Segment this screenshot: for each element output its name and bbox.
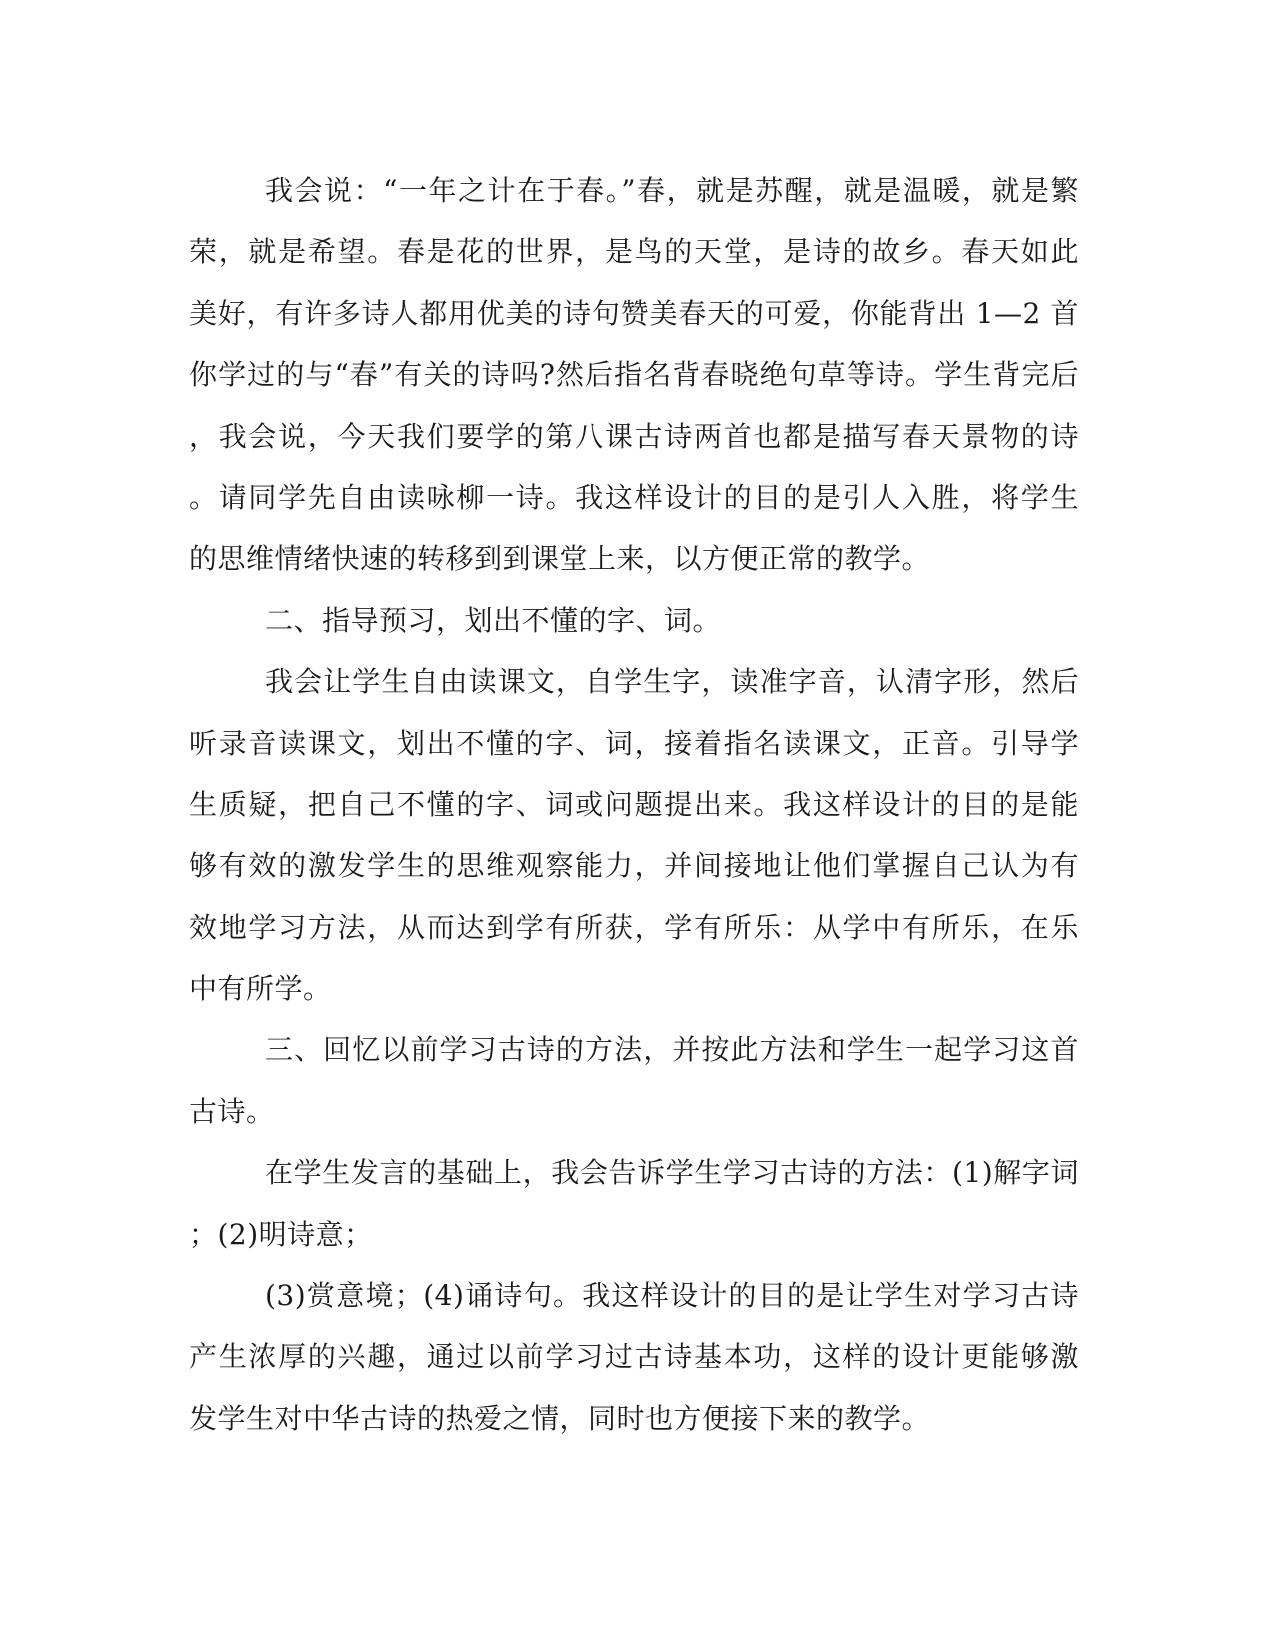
text-line: 够有效的激发学生的思维观察能力，并间接地让他们掌握自己认为有 — [189, 849, 1079, 883]
text-line: ，我会说，今天我们要学的第八课古诗两首也都是描写春天景物的诗 — [189, 419, 1079, 453]
text-line: 发学生对中华古诗的热爱之情，同时也方便接下来的教学。 — [189, 1401, 931, 1435]
text-line: 荣，就是希望。春是花的世界，是鸟的天堂，是诗的故乡。春天如此 — [189, 235, 1079, 269]
text-line: 我会让学生自由读课文，自学生字，读准字音，认清字形，然后 — [265, 665, 1079, 699]
text-line: 。请同学先自由读咏柳一诗。我这样设计的目的是引人入胜，将学生 — [189, 480, 1079, 514]
text-line: 中有所学。 — [189, 972, 332, 1006]
text-line: 我会说：“一年之计在于春。”春，就是苏醒，就是温暖，就是繁 — [265, 174, 1079, 207]
text-line: 二、指导预习，划出不懂的字、词。 — [265, 603, 722, 637]
text-line: 的思维情绪快速的转移到到课堂上来，以方便正常的教学。 — [189, 542, 931, 576]
text-line: 你学过的与“春”有关的诗吗?然后指名背春晓绝句草等诗。学生背完后 — [189, 358, 1079, 392]
text-line: 效地学习方法，从而达到学有所获，学有所乐：从学中有所乐，在乐 — [189, 910, 1079, 944]
text-line: (3)赏意境；(4)诵诗句。我这样设计的目的是让学生对学习古诗 — [265, 1279, 1079, 1313]
text-line: 三、回忆以前学习古诗的方法，并按此方法和学生一起学习这首 — [265, 1033, 1079, 1067]
text-line: 美好，有许多诗人都用优美的诗句赞美春天的可爱，你能背出 1—2 首 — [189, 296, 1079, 330]
text-line: 产生浓厚的兴趣，通过以前学习过古诗基本功，这样的设计更能够激 — [189, 1340, 1079, 1374]
text-line: 古诗。 — [189, 1094, 275, 1128]
text-line: ；(2)明诗意； — [189, 1217, 373, 1251]
text-line: 听录音读课文，划出不懂的字、词，接着指名读课文，正音。引导学 — [189, 726, 1079, 760]
text-line: 生质疑，把自己不懂的字、词或问题提出来。我这样设计的目的是能 — [189, 787, 1079, 821]
document-body — [189, 160, 1079, 1449]
text-line: 在学生发言的基础上，我会告诉学生学习古诗的方法：(1)解字词 — [265, 1156, 1079, 1190]
